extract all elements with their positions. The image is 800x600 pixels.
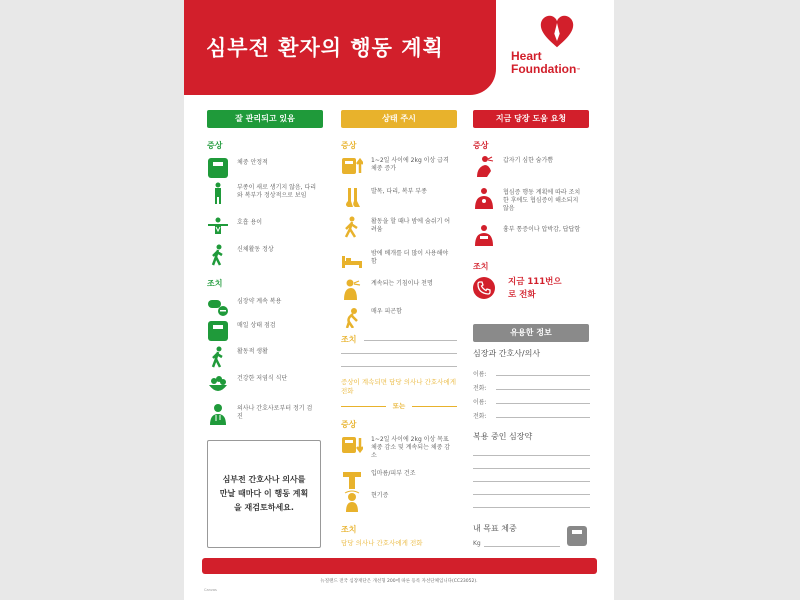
chest-pain-icon bbox=[473, 187, 495, 209]
page-title: 심부전 환자의 행동 계획 bbox=[206, 36, 444, 60]
heart-logo-icon bbox=[539, 14, 575, 50]
write-line bbox=[473, 507, 590, 508]
col2-warning-text: 증상이 계속되면 담당 의사나 간호사에게 전화 bbox=[341, 378, 457, 395]
list-item: 밤에 베개를 더 많이 사용해야 함 bbox=[341, 248, 451, 270]
write-line bbox=[341, 353, 457, 354]
scale-up-icon bbox=[341, 155, 363, 177]
col2-header: 상태 주시 bbox=[341, 110, 457, 128]
list-item: 매우 피곤함 bbox=[341, 306, 451, 328]
chest-pressure-icon bbox=[473, 224, 495, 246]
dry-mouth-icon bbox=[341, 468, 363, 490]
col3-symptoms-label: 증상 bbox=[473, 141, 489, 150]
logo-text bbox=[511, 50, 580, 76]
coughing-person-icon bbox=[341, 278, 363, 300]
footer-band bbox=[202, 558, 597, 574]
contact-name-1: 이름: bbox=[473, 371, 487, 378]
write-line bbox=[473, 455, 590, 456]
list-item: 건강한 저염식 식단 bbox=[207, 373, 317, 395]
heart-foundation-logo bbox=[509, 14, 609, 84]
write-line bbox=[484, 546, 560, 547]
swollen-feet-icon bbox=[341, 186, 363, 208]
write-line bbox=[341, 366, 457, 367]
column-well-managed bbox=[207, 110, 323, 128]
scale-icon bbox=[207, 320, 229, 342]
scale-icon bbox=[567, 526, 587, 546]
list-item: 1~2일 사이에 2kg 이상 급격 체중 증가 bbox=[341, 155, 451, 177]
dizzy-icon bbox=[341, 490, 363, 512]
write-line bbox=[364, 340, 457, 341]
contact-phone-2: 전화: bbox=[473, 413, 487, 420]
logo-line1: Heart bbox=[511, 49, 542, 63]
col2-symptoms2-label: 증상 bbox=[341, 420, 357, 429]
list-item: 흉부 통증이나 압박감, 답답함 bbox=[473, 224, 583, 246]
contact-phone-1: 전화: bbox=[473, 385, 487, 392]
or-divider bbox=[341, 401, 457, 411]
col1-header: 잘 관리되고 있음 bbox=[207, 110, 323, 128]
list-item: 계속되는 기침이나 천명 bbox=[341, 278, 451, 300]
call-111 bbox=[473, 277, 568, 302]
col3-actions-label: 조치 bbox=[473, 262, 489, 271]
walking-person-icon bbox=[207, 244, 229, 266]
list-item: 협심증 행동 계획에 따라 조치한 후에도 협심증이 해소되지 않음 bbox=[473, 187, 583, 213]
list-item: 현기증 bbox=[341, 490, 451, 512]
list-item: 발목, 다리, 복부 부종 bbox=[341, 186, 451, 208]
list-item: 체중 안정적 bbox=[207, 157, 317, 179]
list-item: 활동적 생활 bbox=[207, 346, 317, 368]
col1-symptoms-label: 증상 bbox=[207, 141, 223, 150]
list-item: 활동을 할 때나 밤에 숨쉬기 어려움 bbox=[341, 216, 451, 238]
list-item: 의사나 간호사로부터 정기 검진 bbox=[207, 403, 317, 425]
write-line bbox=[473, 468, 590, 469]
header-band bbox=[184, 0, 496, 95]
meds-title: 복용 중인 심장약 bbox=[473, 432, 533, 441]
action-plan-page bbox=[184, 0, 614, 600]
list-item: 매일 상태 점검 bbox=[207, 320, 317, 342]
review-reminder-box bbox=[207, 440, 321, 548]
contact-name-2: 이름: bbox=[473, 399, 487, 406]
breathless-person-icon bbox=[341, 216, 363, 238]
col3-header: 지금 당장 도움 요청 bbox=[473, 110, 589, 128]
kg-label: Kg bbox=[473, 540, 481, 547]
write-line bbox=[496, 375, 590, 376]
target-weight-title: 내 목표 체중 bbox=[473, 524, 517, 533]
column-get-help-now bbox=[473, 110, 589, 128]
list-item: 심장약 계속 복용 bbox=[207, 296, 317, 318]
list-item: 호흡 용이 bbox=[207, 217, 317, 239]
col2-actions2-label: 조치 bbox=[341, 525, 357, 534]
doctor-icon bbox=[207, 403, 229, 425]
write-line bbox=[473, 481, 590, 482]
col2-symptoms-label: 증상 bbox=[341, 141, 357, 150]
write-line bbox=[473, 494, 590, 495]
breathing-person-icon bbox=[207, 217, 229, 239]
review-reminder-text: 심부전 간호사나 의사를 만날 때마다 이 행동 계획을 재검토하세요. bbox=[219, 475, 309, 512]
col1-actions-label: 조치 bbox=[207, 279, 223, 288]
vegetables-icon bbox=[207, 373, 229, 395]
footer-text: 뉴질랜드 전국 심장재단은 개선형 200에 따른 등록 자선단체입니다(CC23052). bbox=[320, 579, 478, 584]
walking-person-icon bbox=[207, 346, 229, 368]
col2-actions-label: 조치 bbox=[341, 335, 357, 344]
pills-icon bbox=[207, 296, 229, 318]
list-item: 1~2일 사이에 2kg 이상 목표 체중 감소 및 계속되는 체중 감소 bbox=[341, 434, 451, 460]
logo-line2: Foundation™ bbox=[511, 62, 581, 76]
write-line bbox=[496, 417, 590, 418]
bed-icon bbox=[341, 248, 363, 270]
phone-icon bbox=[473, 277, 495, 299]
list-item: 부종이 새로 생기지 않음, 다리와 복부가 정상적으로 보임 bbox=[207, 182, 317, 204]
tired-person-icon bbox=[341, 306, 363, 328]
write-line bbox=[496, 403, 590, 404]
person-standing-icon bbox=[207, 182, 229, 204]
scale-icon bbox=[207, 157, 229, 179]
list-item: 입마름/피부 건조 bbox=[341, 468, 451, 490]
col2-actions2-text: 담당 의사나 간호사에게 전화 bbox=[341, 539, 423, 547]
scale-down-icon bbox=[341, 434, 363, 456]
useful-info-header: 유용한 정보 bbox=[473, 324, 589, 342]
list-item: 갑자기 심한 숨가쁨 bbox=[473, 155, 583, 177]
list-item: 신체활동 정상 bbox=[207, 244, 317, 266]
contact-title: 심장과 간호사/의사 bbox=[473, 349, 541, 358]
column-watch-status bbox=[341, 110, 457, 128]
severe-breathless-icon bbox=[473, 155, 495, 177]
write-line bbox=[496, 389, 590, 390]
corner-text: Canvas bbox=[204, 588, 217, 592]
or-label: 또는 bbox=[392, 402, 406, 410]
call-text: 지금 111번으로 전화 bbox=[508, 277, 562, 300]
